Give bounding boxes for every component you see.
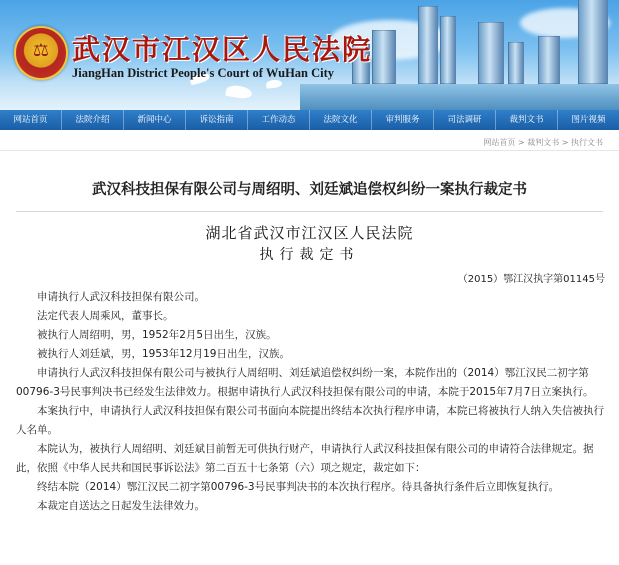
document-court-name: 湖北省武汉市江汉区人民法院 [205, 224, 414, 242]
paragraph: 法定代表人周乘风，董事长。 [37, 310, 174, 322]
nav-item-culture[interactable]: 法院文化 [310, 110, 372, 130]
case-number: （2015）鄂江汉执字第01145号 [457, 274, 605, 285]
building-decoration [418, 6, 438, 84]
paragraph: 本案执行中，申请执行人武汉科技担保有限公司书面向本院提出终结本次执行程序申请，本院已将被执行人纳入失信被执行人名单。 [16, 405, 604, 436]
nav-item-media[interactable]: 图片视频 [571, 115, 606, 125]
nav-item-judgments[interactable]: 裁判文书 [496, 110, 558, 130]
nav-item-home[interactable]: 网站首页 [0, 110, 62, 130]
page-title: 武汉科技担保有限公司与周绍明、刘廷斌追偿权纠纷一案执行裁定书 [92, 181, 527, 198]
building-decoration [578, 0, 608, 84]
paragraph: 被执行人周绍明，男，1952年2月5日出生，汉族。 [37, 329, 277, 341]
site-banner [0, 0, 619, 110]
paragraph: 终结本院（2014）鄂江汉民二初字第00796-3号民事判决书的本次执行程序。待具备执行条件后立即恢复执行。 [37, 481, 560, 493]
nav-item-research[interactable]: 司法调研 [434, 110, 496, 130]
document-body [16, 288, 608, 516]
paragraph: 申请执行人武汉科技担保有限公司。 [37, 291, 205, 303]
breadcrumb[interactable]: 网站首页 > 裁判文书 > 执行文书 [483, 138, 603, 147]
court-emblem-icon [14, 26, 68, 80]
building-decoration [478, 22, 504, 84]
building-decoration [372, 30, 396, 84]
scales-icon: ⚖ [32, 40, 50, 61]
court-name-cn: 武汉市江汉区人民法院 [72, 33, 373, 66]
paragraph: 本院认为，被执行人周绍明、刘廷斌目前暂无可供执行财产，申请执行人武汉科技担保有限公司的申请符合法律规定。据此，依照《中华人民共和国民事诉讼法》第二百五十七条第（六）项之规定，裁定如下： [16, 443, 594, 474]
building-decoration [440, 16, 456, 84]
main-nav [0, 110, 619, 130]
nav-item-about[interactable]: 法院介绍 [62, 110, 124, 130]
nav-item-trial-service[interactable]: 审判服务 [372, 110, 434, 130]
divider [0, 150, 619, 151]
divider [16, 211, 603, 212]
paragraph: 申请执行人武汉科技担保有限公司与被执行人周绍明、刘廷斌追偿权纠纷一案，本院作出的（2014）鄂江汉民二初字第00796-3号民事判决书已经发生法律效力。根据申请执行人武汉科技担保有限公司的申请，本院于2015年7月7日立案执行。 [16, 367, 594, 398]
building-decoration [508, 42, 524, 84]
paragraph: 本裁定自送达之日起发生法律效力。 [37, 500, 205, 512]
building-decoration [538, 36, 560, 84]
nav-item-guide[interactable]: 诉讼指南 [186, 110, 248, 130]
document-type: 执行裁定书 [259, 247, 360, 263]
dove-icon [225, 84, 253, 100]
court-name-en: JiangHan District People's Court of WuHan City [72, 66, 335, 80]
nav-item-work[interactable]: 工作动态 [248, 110, 310, 130]
paragraph: 被执行人刘廷斌，男，1953年12月19日出生，汉族。 [37, 348, 290, 360]
river-decoration [300, 84, 619, 110]
nav-item-news[interactable]: 新闻中心 [124, 110, 186, 130]
